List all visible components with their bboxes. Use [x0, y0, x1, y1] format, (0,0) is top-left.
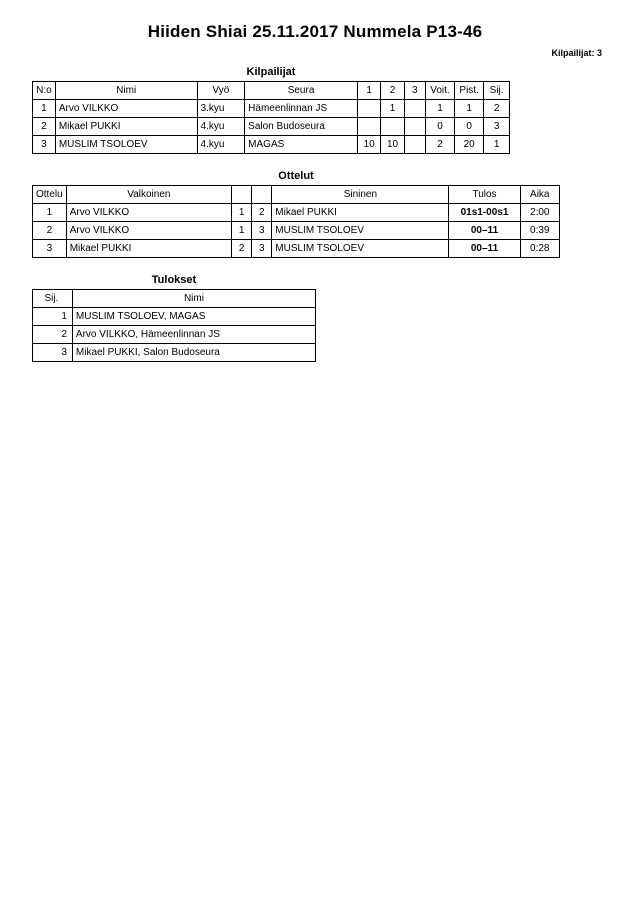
- cell-valkoinen: Arvo VILKKO: [66, 204, 231, 222]
- ottelut-table: [32, 185, 560, 258]
- section-title-ottelut: Ottelut: [278, 170, 314, 182]
- cell-sij: 3: [33, 344, 73, 362]
- cell-nimi: MUSLIM TSOLOEV, MAGAS: [72, 308, 315, 326]
- table-header-row: [33, 82, 510, 100]
- column-header-aika: Aika: [520, 186, 559, 204]
- cell-pist: 1: [455, 100, 484, 118]
- column-header-sininen: Sininen: [272, 186, 449, 204]
- cell-valkoinen-no: 2: [232, 240, 252, 258]
- cell-vyo: 4.kyu: [197, 136, 245, 154]
- cell-vyo: 4.kyu: [197, 118, 245, 136]
- table-row: [33, 136, 510, 154]
- cell-aika: 0:39: [520, 222, 559, 240]
- cell-tulos: 00–11: [449, 222, 520, 240]
- cell-voit: 2: [425, 136, 454, 154]
- table-header-row: [33, 290, 316, 308]
- table-header-row: [33, 186, 560, 204]
- cell-aika: 0:28: [520, 240, 559, 258]
- table-row: [33, 100, 510, 118]
- cell-voit: 1: [425, 100, 454, 118]
- table-row: [33, 344, 316, 362]
- column-header-sininen-no: [252, 186, 272, 204]
- cell-match-3: [404, 118, 425, 136]
- column-header-match-3: 3: [404, 82, 425, 100]
- cell-sij: 2: [33, 326, 73, 344]
- cell-tulos: 01s1-00s1: [449, 204, 520, 222]
- column-header-ottelu: Ottelu: [33, 186, 67, 204]
- column-header-sij: Sij.: [33, 290, 73, 308]
- table-row: [33, 308, 316, 326]
- table-row: [33, 240, 560, 258]
- cell-ottelu: 2: [33, 222, 67, 240]
- cell-sij: 2: [484, 100, 510, 118]
- cell-ottelu: 3: [33, 240, 67, 258]
- kilpailijat-table: [32, 81, 510, 154]
- result-sheet-page: [0, 22, 630, 913]
- column-header-nimi: Nimi: [55, 82, 197, 100]
- tulokset-table: [32, 289, 316, 362]
- cell-sininen-no: 3: [252, 240, 272, 258]
- cell-match-1: 10: [357, 136, 380, 154]
- cell-valkoinen-no: 1: [232, 204, 252, 222]
- cell-valkoinen-no: 1: [232, 222, 252, 240]
- cell-sininen-no: 3: [252, 222, 272, 240]
- cell-no: 2: [33, 118, 56, 136]
- section-title-tulokset: Tulokset: [151, 274, 197, 286]
- cell-nimi: Mikael PUKKI, Salon Budoseura: [72, 344, 315, 362]
- cell-sij: 1: [33, 308, 73, 326]
- column-header-valkoinen: Valkoinen: [66, 186, 231, 204]
- cell-nimi: Arvo VILKKO, Hämeenlinnan JS: [72, 326, 315, 344]
- cell-seura: Salon Budoseura: [245, 118, 358, 136]
- table-row: [33, 204, 560, 222]
- cell-tulos: 00–11: [449, 240, 520, 258]
- entrants-count: Kilpailijat: 3: [551, 48, 602, 58]
- cell-ottelu: 1: [33, 204, 67, 222]
- cell-match-1: [357, 118, 380, 136]
- section-tulokset: [32, 274, 630, 362]
- column-header-seura: Seura: [245, 82, 358, 100]
- cell-sininen: Mikael PUKKI: [272, 204, 449, 222]
- column-header-tulos: Tulos: [449, 186, 520, 204]
- table-row: [33, 326, 316, 344]
- cell-sij: 1: [484, 136, 510, 154]
- cell-match-1: [357, 100, 380, 118]
- cell-match-2: 1: [381, 100, 404, 118]
- page-title: Hiiden Shiai 25.11.2017 Nummela P13-46: [147, 22, 483, 41]
- section-title-kilpailijat: Kilpailijat: [246, 66, 296, 78]
- section-ottelut: [32, 170, 630, 258]
- cell-sij: 3: [484, 118, 510, 136]
- cell-match-3: [404, 100, 425, 118]
- cell-vyo: 3.kyu: [197, 100, 245, 118]
- cell-pist: 20: [455, 136, 484, 154]
- cell-match-2: 10: [381, 136, 404, 154]
- column-header-pist: Pist.: [455, 82, 484, 100]
- column-header-match-1: 1: [357, 82, 380, 100]
- table-row: [33, 222, 560, 240]
- cell-nimi: Arvo VILKKO: [55, 100, 197, 118]
- cell-sininen-no: 2: [252, 204, 272, 222]
- column-header-no: N:o: [33, 82, 56, 100]
- column-header-vyo: Vyö: [197, 82, 245, 100]
- cell-nimi: Mikael PUKKI: [55, 118, 197, 136]
- column-header-sij: Sij.: [484, 82, 510, 100]
- cell-match-3: [404, 136, 425, 154]
- cell-match-2: [381, 118, 404, 136]
- cell-seura: MAGAS: [245, 136, 358, 154]
- column-header-nimi: Nimi: [72, 290, 315, 308]
- cell-valkoinen: Mikael PUKKI: [66, 240, 231, 258]
- cell-voit: 0: [425, 118, 454, 136]
- cell-aika: 2:00: [520, 204, 559, 222]
- cell-nimi: MUSLIM TSOLOEV: [55, 136, 197, 154]
- section-kilpailijat: [32, 66, 630, 154]
- cell-pist: 0: [455, 118, 484, 136]
- column-header-valkoinen-no: [232, 186, 252, 204]
- cell-no: 3: [33, 136, 56, 154]
- column-header-voit: Voit.: [425, 82, 454, 100]
- cell-seura: Hämeenlinnan JS: [245, 100, 358, 118]
- cell-sininen: MUSLIM TSOLOEV: [272, 240, 449, 258]
- cell-valkoinen: Arvo VILKKO: [66, 222, 231, 240]
- table-row: [33, 118, 510, 136]
- column-header-match-2: 2: [381, 82, 404, 100]
- cell-sininen: MUSLIM TSOLOEV: [272, 222, 449, 240]
- cell-no: 1: [33, 100, 56, 118]
